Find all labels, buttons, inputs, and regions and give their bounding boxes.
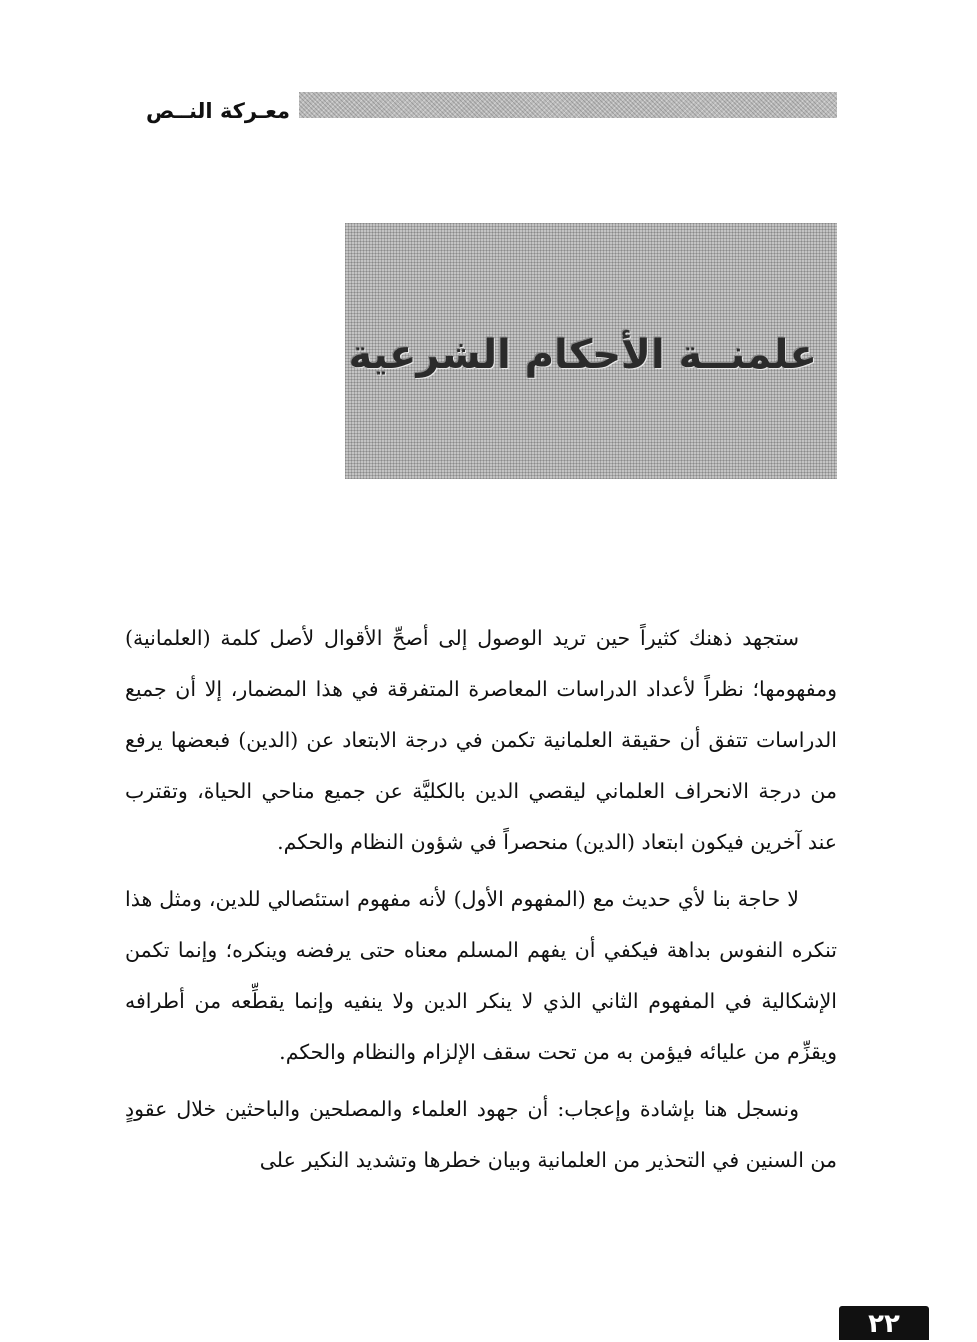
paragraph-1: ستجهد ذهنك كثيراً حين تريد الوصول إلى أصحِّ الأقوال لأصل كلمة (العلمانية) ومفهومها؛ نظراً لأعداد الدراسات المعاصرة المتفرقة في هذا المضمار، إلا أن جميع الدراسات تتفق أن حقيقة العلمانية تكمن في درجة الابتعاد عن (الدين) فبعضها يرفع من درجة الانحراف العلماني ليقصي الدين بالكليَّة عن جميع مناحي الحياة، وتقترب عند آخرين فيكون ابتعاد (الدين) منحصراً في شؤون النظام والحكم. — [125, 626, 837, 854]
header-decorative-bar — [299, 92, 837, 118]
paragraph-3: ونسجل هنا بإشادة وإعجاب: أن جهود العلماء والمصلحين والباحثين خلال عقودٍ من السنين في التحذير من العلمانية وبيان خطرها وتشديد النكير على — [125, 1097, 837, 1172]
paragraph-2: لا حاجة بنا لأي حديث مع (المفهوم الأول) لأنه مفهوم استئصالي للدين، ومثل هذا تنكره النفوس بداهة فيكفي أن يفهم المسلم معناه حتى يرفضه وينكره؛ وإنما تكمن الإشكالية في المفهوم الثاني الذي لا ينكر الدين ولا ينفيه وإنما يقطِّعه من أطرافه ويقزِّم من عليائه فيؤمن به من تحت سقف الإلزام والنظام والحكم. — [125, 887, 837, 1064]
running-header-title: معـركة النــص — [145, 99, 290, 123]
body-text — [125, 613, 837, 1186]
chapter-title: علمنــة الأحكام الشرعية — [348, 332, 817, 378]
page-number: ٢٢ — [839, 1306, 929, 1340]
